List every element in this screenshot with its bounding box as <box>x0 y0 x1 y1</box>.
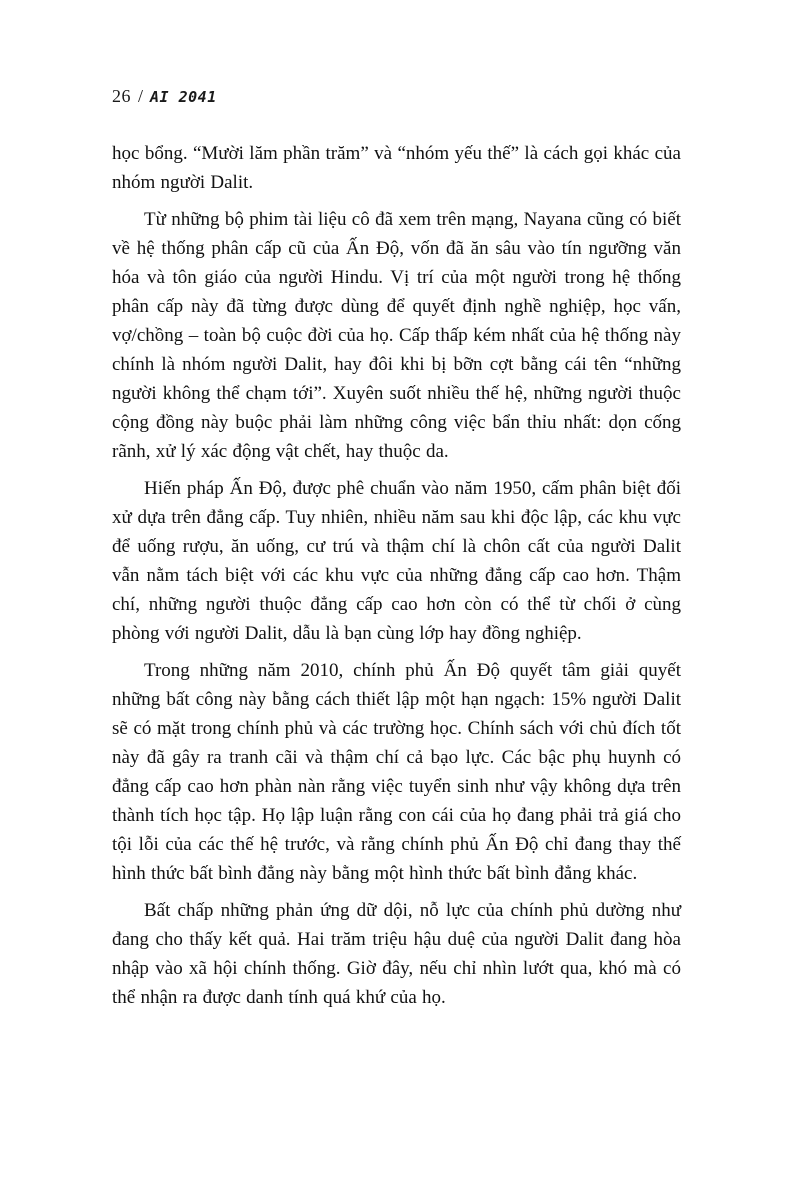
page-number: 26 <box>112 86 131 106</box>
header-separator: / <box>138 86 144 106</box>
paragraph: Bất chấp những phản ứng dữ dội, nỗ lực của chính phủ dường như đang cho thấy kết quả. Hai trăm triệu hậu duệ của người Dalit đang hòa nhập vào xã hội chính thống. Giờ đây, nếu chỉ nhìn lướt qua, khó mà có thể nhận ra được danh tính quá khứ của họ. <box>112 900 681 1008</box>
body-text <box>112 139 681 1012</box>
paragraph-continuation: học bổng. “Mười lăm phần trăm” và “nhóm yếu thế” là cách gọi khác của nhóm người Dalit. <box>112 143 681 193</box>
paragraph: Từ những bộ phim tài liệu cô đã xem trên mạng, Nayana cũng có biết về hệ thống phân cấp cũ của Ấn Độ, vốn đã ăn sâu vào tín ngưỡng văn hóa và tôn giáo của người Hindu. Vị trí của một người trong hệ thống phân cấp này đã từng được dùng để quyết định nghề nghiệp, học vấn, vợ/chồng – toàn bộ cuộc đời của họ. Cấp thấp kém nhất của hệ thống này chính là nhóm người Dalit, hay đôi khi bị bỡn cợt bằng cái tên “những người không thể chạm tới”. Xuyên suốt nhiều thế hệ, những người thuộc cộng đồng này buộc phải làm những công việc bẩn thỉu nhất: dọn cống rãnh, xử lý xác động vật chết, hay thuộc da. <box>112 209 681 462</box>
paragraph: Trong những năm 2010, chính phủ Ấn Độ quyết tâm giải quyết những bất công này bằng cách thiết lập một hạn ngạch: 15% người Dalit sẽ có mặt trong chính phủ và các trường học. Chính sách với chủ đích tốt này đã gây ra tranh cãi và thậm chí cả bạo lực. Các bậc phụ huynh có đẳng cấp cao hơn phàn nàn rằng việc tuyển sinh như vậy không dựa trên thành tích học tập. Họ lập luận rằng con cái của họ đang phải trả giá cho tội lỗi của các thế hệ trước, và rằng chính phủ Ấn Độ chỉ đang thay thế hình thức bất bình đẳng này bằng một hình thức bất bình đẳng khác. <box>112 660 681 884</box>
paragraph: Hiến pháp Ấn Độ, được phê chuẩn vào năm 1950, cấm phân biệt đối xử dựa trên đẳng cấp. Tuy nhiên, nhiều năm sau khi độc lập, các khu vực để uống rượu, ăn uống, cư trú và thậm chí là chôn cất của người Dalit vẫn nằm tách biệt với các khu vực của những đẳng cấp cao hơn. Thậm chí, những người thuộc đẳng cấp cao hơn còn có thể từ chối ở cùng phòng với người Dalit, dẫu là bạn cùng lớp hay đồng nghiệp. <box>112 478 681 644</box>
book-title: AI 2041 <box>150 88 217 106</box>
running-header <box>112 86 681 107</box>
